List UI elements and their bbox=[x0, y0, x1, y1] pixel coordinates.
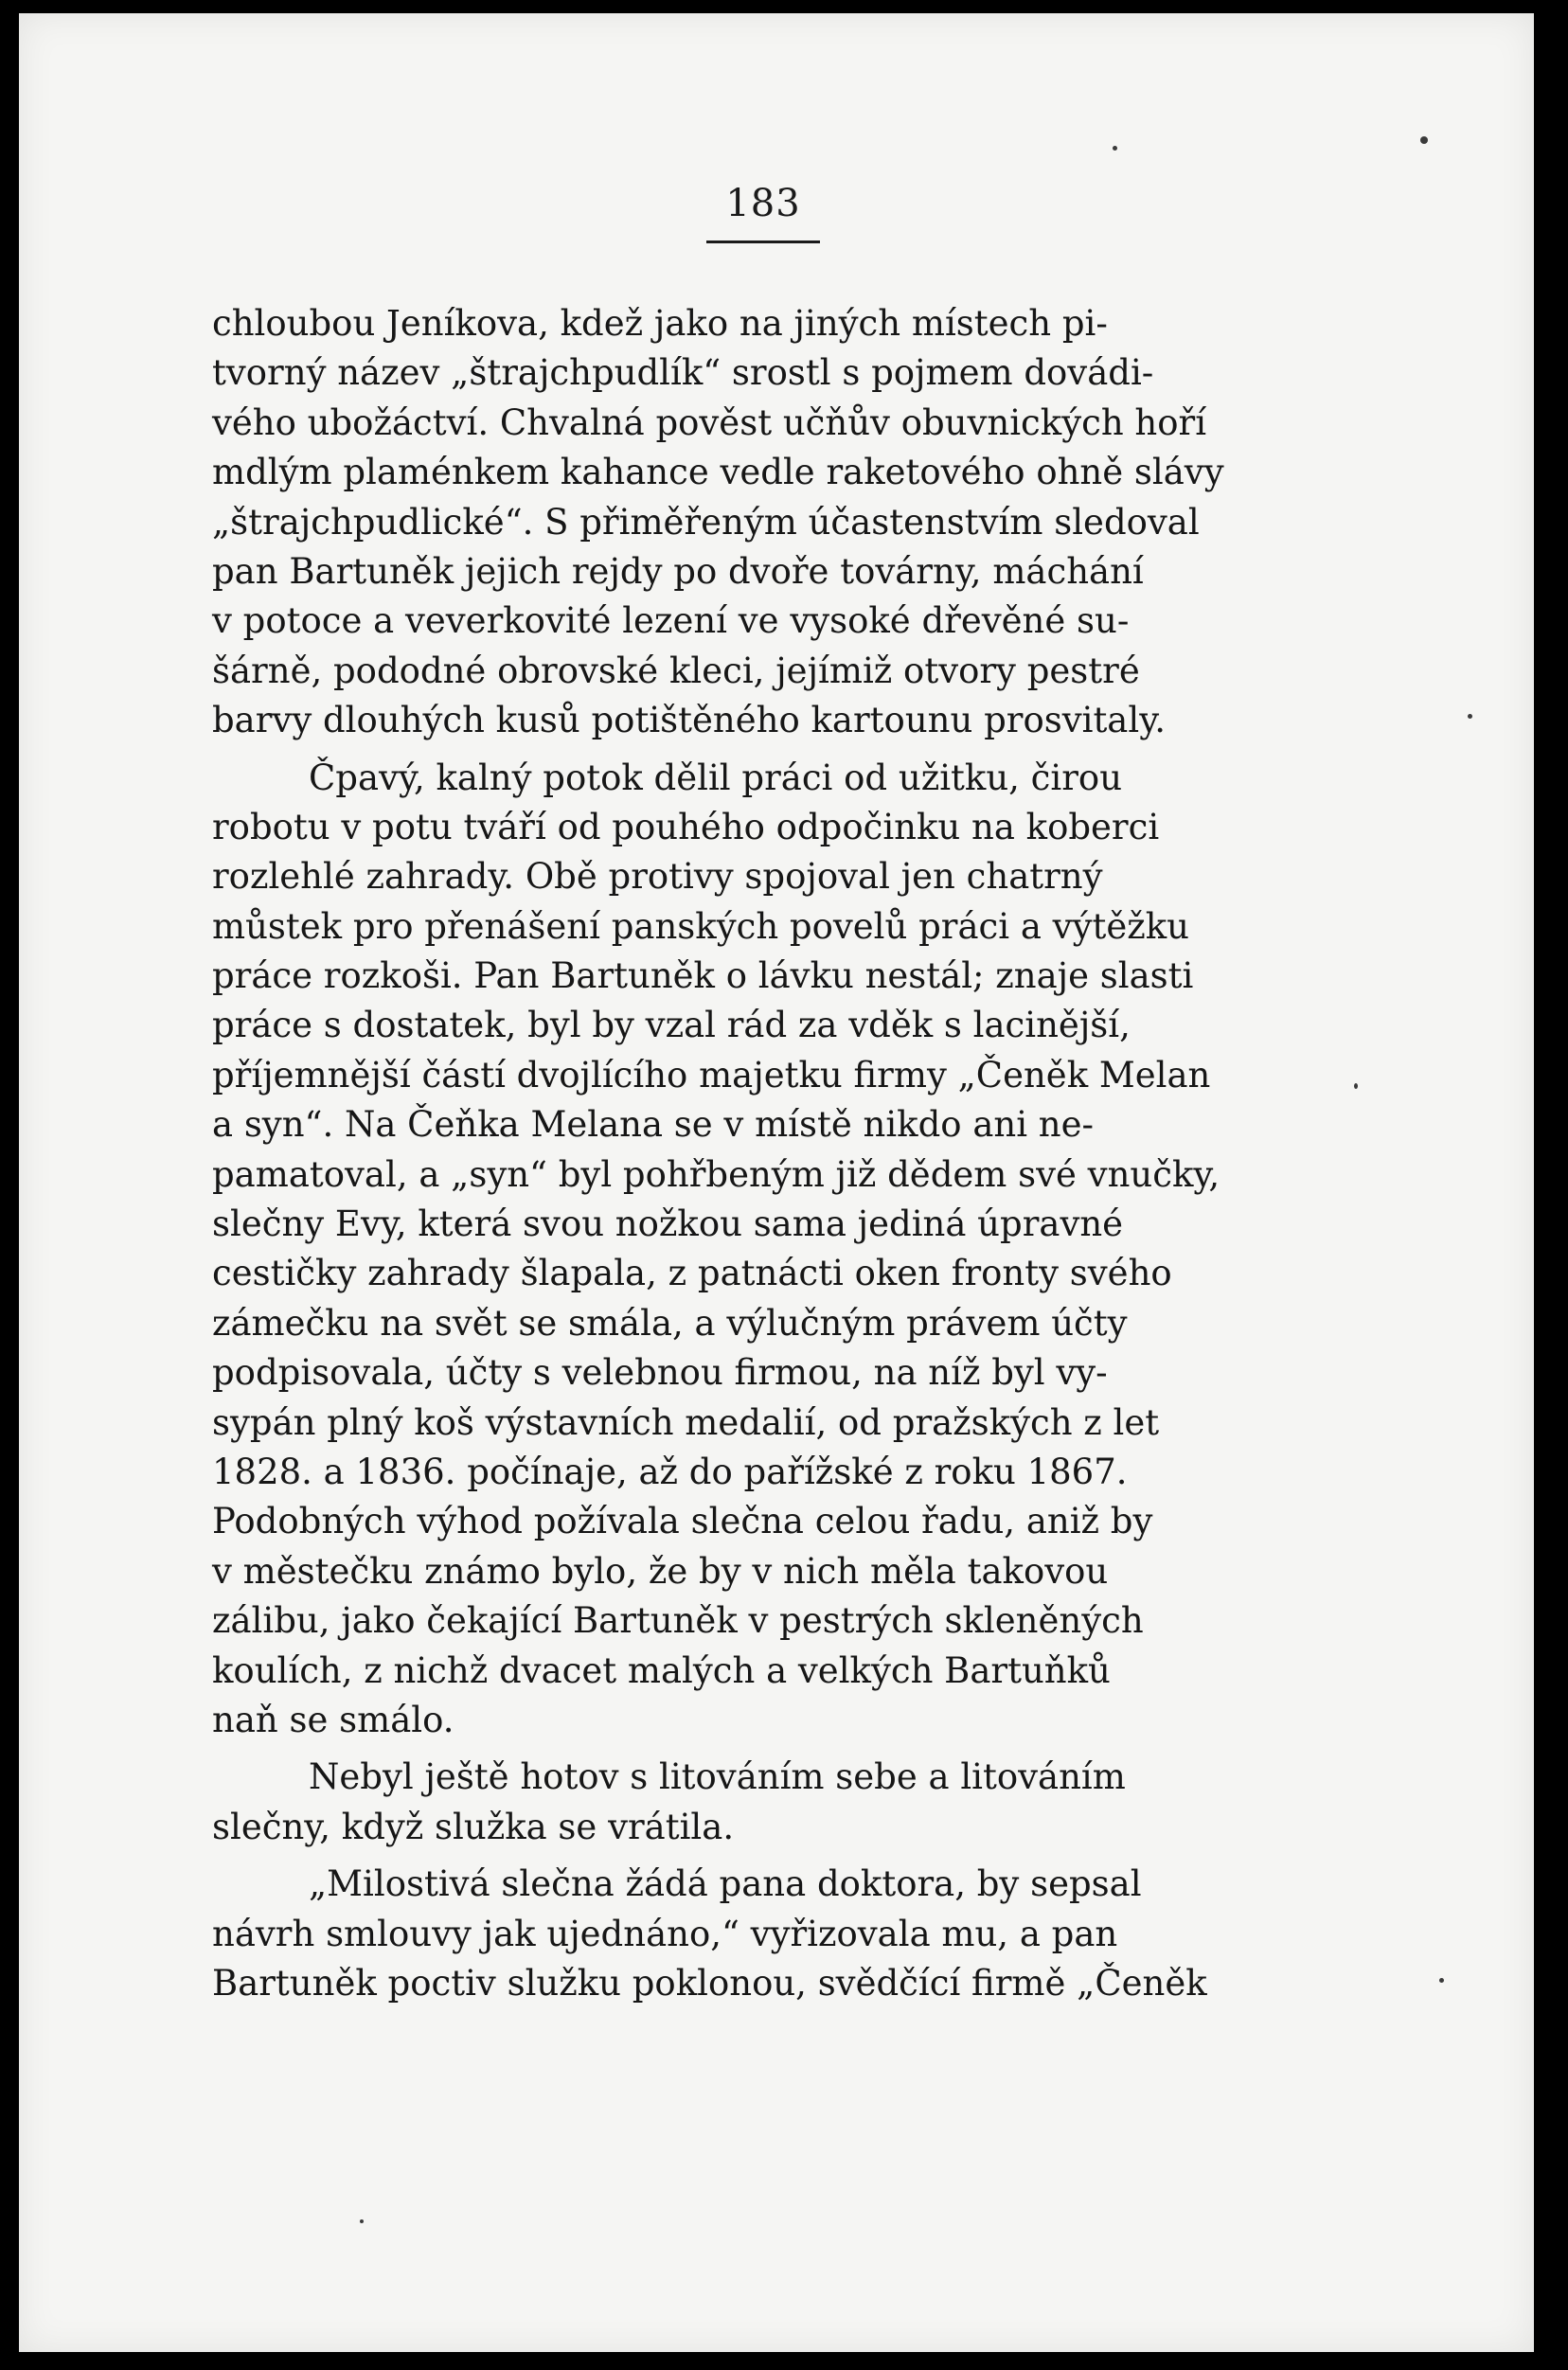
text-line: „Milostivá slečna žádá pana doktora, by sepsal bbox=[309, 1863, 1142, 1905]
scan-speck bbox=[360, 2219, 364, 2223]
text-line: práce s dostatek, byl by vzal rád za vděk s lacinější, bbox=[212, 1005, 1131, 1046]
scan-speck bbox=[1439, 1978, 1444, 1983]
book-page bbox=[19, 13, 1534, 2352]
paragraph-2 bbox=[212, 754, 1312, 1746]
text-line: Nebyl ještě hotov s litováním sebe a litováním bbox=[309, 1756, 1126, 1798]
text-line: pan Bartuněk jejich rejdy po dvoře továrny, máchání bbox=[212, 550, 1144, 592]
text-line: příjemnější částí dvojlícího majetku firmy „Čeněk Melan bbox=[212, 1054, 1211, 1096]
text-line: Podobných výhod požívala slečna celou řadu, aniž by bbox=[212, 1501, 1153, 1542]
text-line: návrh smlouvy jak ujednáno,“ vyřizovala mu, a pan bbox=[212, 1913, 1118, 1954]
text-line: v potoce a veverkovité lezení ve vysoké dřevěné su- bbox=[212, 600, 1130, 642]
text-line: slečny Evy, která svou nožkou sama jediná úpravné bbox=[212, 1203, 1124, 1245]
text-line: a syn“. Na Čeňka Melana se v místě nikdo ani ne- bbox=[212, 1104, 1095, 1146]
text-line: tvorný název „štrajchpudlík“ srostl s pojmem dovádi- bbox=[212, 352, 1154, 394]
text-line: mdlým plaménkem kahance vedle raketového ohně slávy bbox=[212, 452, 1224, 493]
paragraph-gap bbox=[212, 1745, 1312, 1753]
text-line: rozlehlé zahrady. Obě protivy spojoval jen chatrný bbox=[212, 856, 1103, 898]
text-line: naň se smálo. bbox=[212, 1699, 454, 1740]
text-line: robotu v potu tváří od pouhého odpočinku na koberci bbox=[212, 806, 1160, 847]
scan-border bbox=[1534, 0, 1568, 2370]
text-line: můstek pro přenášení panských povelů práci a výtěžku bbox=[212, 905, 1189, 947]
text-line: Čpavý, kalný potok dělil práci od užitku, čirou bbox=[309, 757, 1123, 798]
text-line: koulích, z nichž dvacet malých a velkých Bartuňků bbox=[212, 1649, 1111, 1691]
text-line: šárně, pododné obrovské kleci, jejímiž otvory pestré bbox=[212, 650, 1140, 691]
paragraph-gap bbox=[212, 746, 1312, 754]
text-line: práce rozkoši. Pan Bartuněk o lávku nestál; znaje slasti bbox=[212, 955, 1194, 997]
text-line: barvy dlouhých kusů potištěného kartounu prosvitaly. bbox=[212, 700, 1166, 741]
scan-speck bbox=[1354, 1083, 1358, 1089]
page-number-rule bbox=[706, 241, 820, 243]
text-line: slečny, když služka se vrátila. bbox=[212, 1806, 735, 1847]
text-line: chloubou Jeníkova, kdež jako na jiných místech pi- bbox=[212, 303, 1108, 344]
scan-speck bbox=[1113, 146, 1117, 151]
scan-speck bbox=[1420, 136, 1428, 144]
paragraph-1 bbox=[212, 299, 1312, 746]
text-line: pamatoval, a „syn“ byl pohřbeným již dědem své vnučky, bbox=[212, 1153, 1221, 1195]
text-line: podpisovala, účty s velebnou firmou, na níž byl vy- bbox=[212, 1352, 1108, 1394]
paragraph-4 bbox=[212, 1860, 1312, 2008]
text-line: cestičky zahrady šlapala, z patnácti oken fronty svého bbox=[212, 1253, 1172, 1294]
text-line: „štrajchpudlické“. S přiměřeným účastenstvím sledoval bbox=[212, 501, 1200, 543]
text-line: 1828. a 1836. počínaje, až do pařížské z roku 1867. bbox=[212, 1451, 1128, 1492]
page-number: 183 bbox=[725, 182, 801, 225]
text-line: vého ubožáctví. Chvalná pověst učňův obuvnických hoří bbox=[212, 401, 1207, 443]
scan-speck bbox=[1468, 714, 1472, 719]
text-line: zálibu, jako čekající Bartuněk v pestrých skleněných bbox=[212, 1600, 1144, 1642]
paragraph-3 bbox=[212, 1753, 1312, 1852]
text-line: zámečku na svět se smála, a výlučným právem účty bbox=[212, 1302, 1128, 1344]
paragraph-gap bbox=[212, 1852, 1312, 1860]
text-line: Bartuněk poctiv služku poklonou, svědčící firmě „Čeněk bbox=[212, 1962, 1207, 2004]
body-text bbox=[212, 299, 1312, 2008]
text-line: v městečku známo bylo, že by v nich měla takovou bbox=[212, 1550, 1109, 1592]
text-line: sypán plný koš výstavních medalií, od pražských z let bbox=[212, 1401, 1160, 1443]
